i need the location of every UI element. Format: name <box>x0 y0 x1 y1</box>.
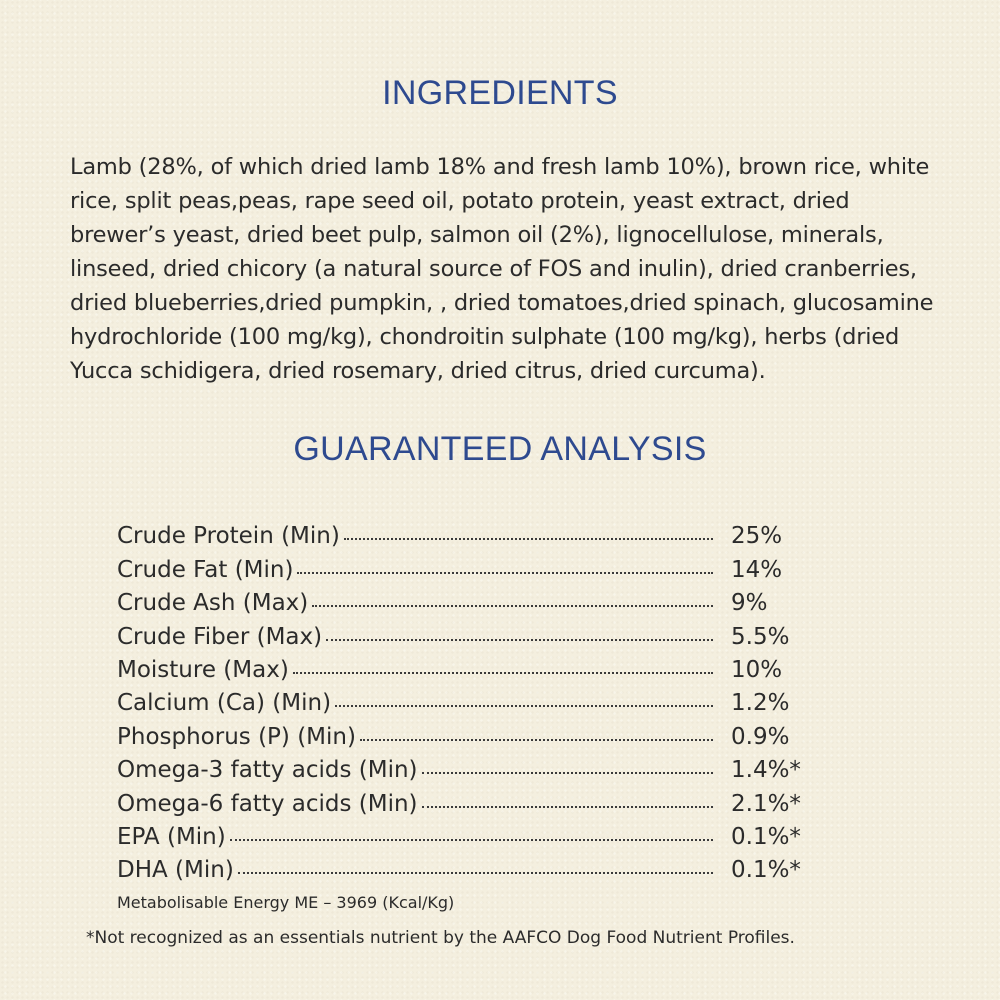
dotted-leader <box>312 605 713 607</box>
dotted-leader <box>326 639 713 641</box>
dotted-leader <box>422 772 713 774</box>
analysis-row-epa <box>117 817 817 850</box>
analysis-row-calcium <box>117 683 817 716</box>
metabolisable-energy: Metabolisable Energy ME – 3969 (Kcal/Kg) <box>117 893 455 912</box>
analysis-table <box>117 516 817 883</box>
analysis-label: Omega-6 fatty acids (Min) <box>117 790 418 817</box>
analysis-row-crude-fiber <box>117 616 817 649</box>
analysis-row-crude-fat <box>117 549 817 582</box>
analysis-row-dha <box>117 850 817 883</box>
analysis-value: 0.9% <box>731 723 790 750</box>
analysis-label: Crude Ash (Max) <box>117 590 309 617</box>
analysis-value: 1.4%* <box>731 757 801 784</box>
analysis-value: 5.5% <box>731 623 790 650</box>
analysis-value: 14% <box>731 556 783 583</box>
analysis-row-omega-6 <box>117 783 817 816</box>
dotted-leader <box>238 872 713 874</box>
ingredients-text: Lamb (28%, of which dried lamb 18% and fresh lamb 10%), brown rice, white rice, split peas,peas, rape seed oil, potato protein, yeast extract, dried brewer’s yeast, dried beet pulp, salmon oil (2%), lignocellulose, minerals, linseed, dried chicory (a natural source of FOS and inulin), dried cranberries, dried blueberries,dried pumpkin, , dried tomatoes,dried spinach, glucosamine hydrochloride (100 mg/kg), chondroitin sulphate (100 mg/kg), herbs (dried Yucca schidigera, dried rosemary, dried citrus, dried curcuma). <box>70 154 934 384</box>
ingredients-heading: INGREDIENTS <box>382 74 618 112</box>
guaranteed-analysis-heading: GUARANTEED ANALYSIS <box>293 430 707 468</box>
dotted-leader <box>344 538 713 540</box>
analysis-value: 10% <box>731 656 783 683</box>
analysis-row-phosphorus <box>117 716 817 749</box>
analysis-value: 0.1%* <box>731 857 801 884</box>
dotted-leader <box>230 839 713 841</box>
analysis-row-moisture <box>117 650 817 683</box>
analysis-value: 1.2% <box>731 690 790 717</box>
analysis-label: EPA (Min) <box>117 823 226 850</box>
analysis-label: Crude Fat (Min) <box>117 556 294 583</box>
analysis-label: Phosphorus (P) (Min) <box>117 723 356 750</box>
analysis-label: Calcium (Ca) (Min) <box>117 690 332 717</box>
analysis-label: Crude Protein (Min) <box>117 523 340 550</box>
dotted-leader <box>335 705 713 707</box>
aafco-footnote: *Not recognized as an essentials nutrient by the AAFCO Dog Food Nutrient Profiles. <box>86 928 795 948</box>
analysis-label: DHA (Min) <box>117 857 234 884</box>
dotted-leader <box>422 806 713 808</box>
analysis-label: Omega-3 fatty acids (Min) <box>117 757 418 784</box>
analysis-value: 0.1%* <box>731 823 801 850</box>
analysis-value: 9% <box>731 590 768 617</box>
analysis-label: Crude Fiber (Max) <box>117 623 323 650</box>
dotted-leader <box>297 572 713 574</box>
analysis-label: Moisture (Max) <box>117 656 289 683</box>
analysis-row-crude-protein <box>117 516 817 549</box>
analysis-row-crude-ash <box>117 583 817 616</box>
analysis-value: 2.1%* <box>731 790 801 817</box>
dotted-leader <box>293 672 713 674</box>
dotted-leader <box>360 739 713 741</box>
analysis-value: 25% <box>731 523 783 550</box>
analysis-row-omega-3 <box>117 750 817 783</box>
